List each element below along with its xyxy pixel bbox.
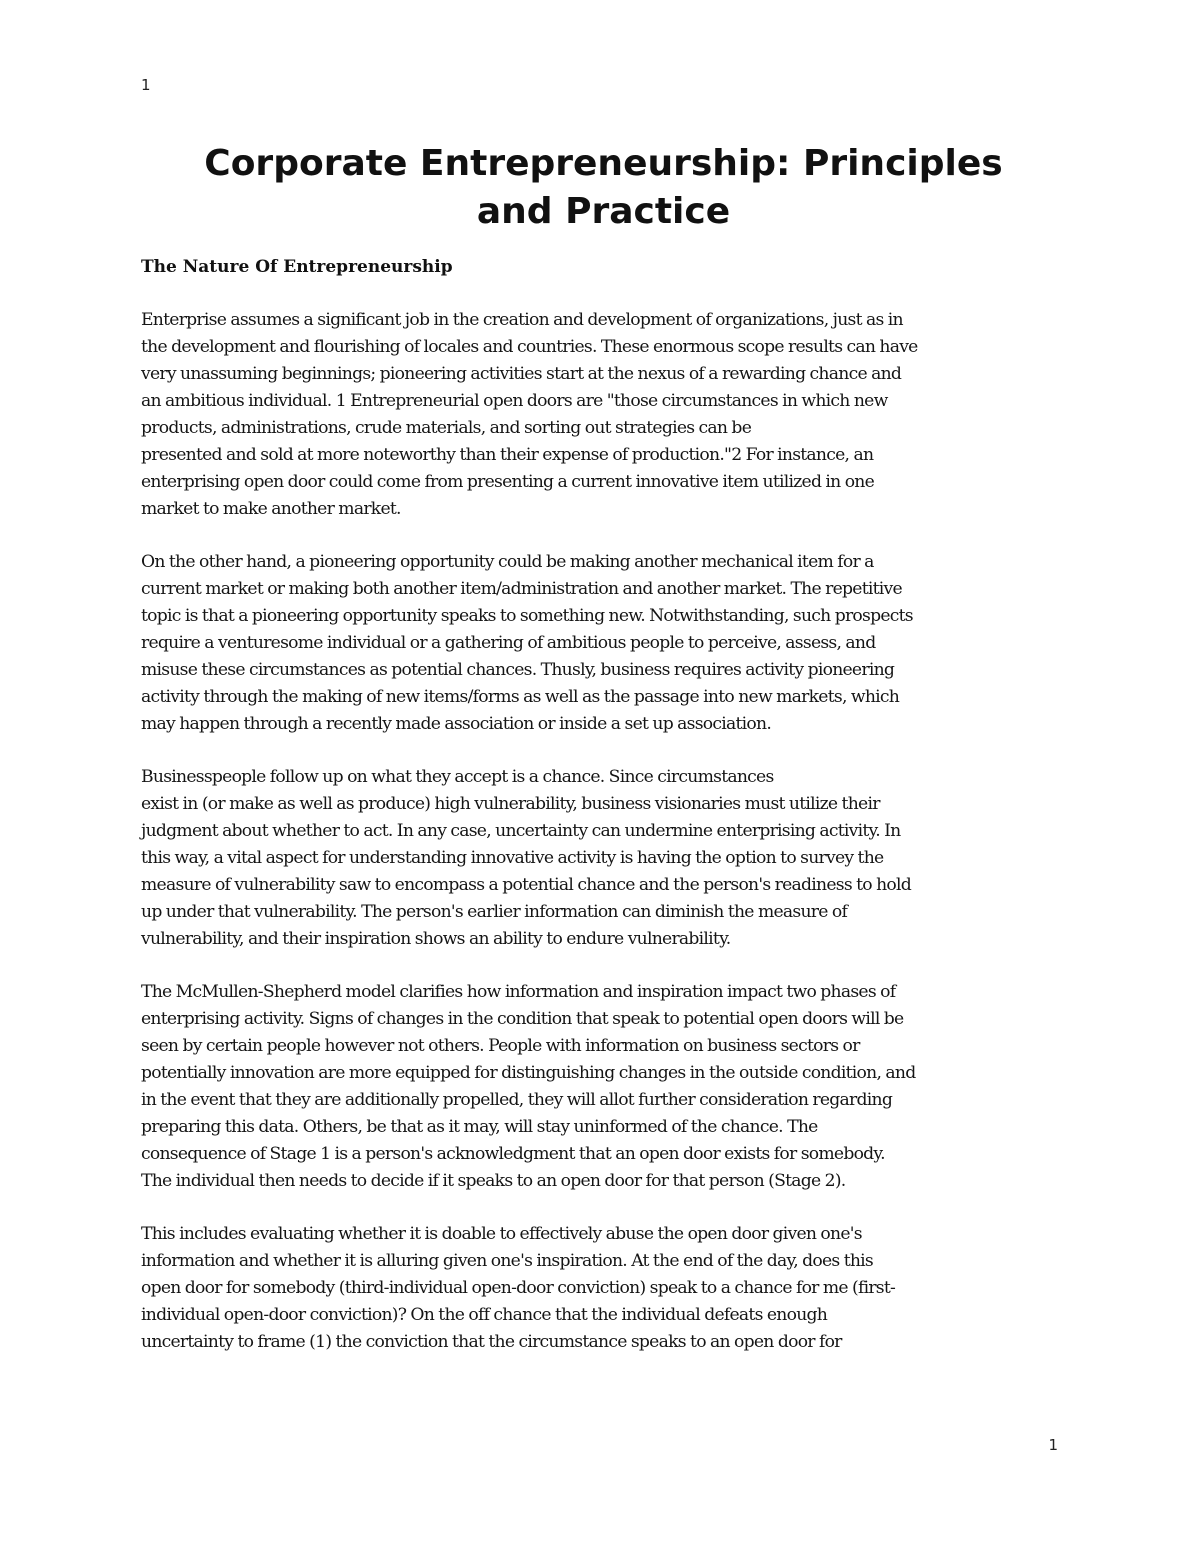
text-line: misuse these circumstances as potential chances. Thusly, business requires activity pioneering [141,660,895,680]
text-line: open door for somebody (third-individual open-door conviction) speak to a chance for me (first- [141,1278,896,1298]
text-line: activity through the making of new items/forms as well as the passage into new markets, which [141,687,900,707]
text-line: judgment about whether to act. In any case, uncertainty can undermine enterprising activity. In [141,821,901,841]
text-line: this way, a vital aspect for understanding innovative activity is having the option to survey the [141,848,884,868]
text-line: very unassuming beginnings; pioneering activities start at the nexus of a rewarding chance and [141,364,902,384]
text-line: presented and sold at more noteworthy than their expense of production."2 For instance, an [141,445,874,465]
text-line: consequence of Stage 1 is a person's acknowledgment that an open door exists for somebody. [141,1144,885,1164]
text-line: the development and flourishing of locales and countries. These enormous scope results can have [141,337,918,357]
text-line: an ambitious individual. 1 Entrepreneurial open doors are "those circumstances in which new [141,391,888,411]
text-line: information and whether it is alluring given one's inspiration. At the end of the day, does this [141,1251,873,1271]
title-line: and Practice [476,191,731,232]
text-line: market to make another market. [141,499,401,519]
text-line: The individual then needs to decide if it speaks to an open door for that person (Stage 2). [141,1171,846,1191]
paragraph [141,979,1066,1195]
paragraph [141,549,1066,738]
text-line: seen by certain people however not others. People with information on business sectors or [141,1036,860,1056]
text-line: may happen through a recently made association or inside a set up association. [141,714,772,734]
text-line: topic is that a pioneering opportunity speaks to something new. Notwithstanding, such prospects [141,606,913,626]
text-line: individual open-door conviction)? On the off chance that the individual defeats enough [141,1305,828,1325]
section-heading: The Nature Of Entrepreneurship [141,257,453,277]
text-line: in the event that they are additionally propelled, they will allot further consideration regarding [141,1090,893,1110]
text-line: uncertainty to frame (1) the conviction that the circumstance speaks to an open door for [141,1332,842,1352]
page-number-top: 1 [141,76,151,94]
text-line: up under that vulnerability. The person's earlier information can diminish the measure of [141,902,848,922]
paragraph [141,1221,1066,1356]
text-line: vulnerability, and their inspiration shows an ability to endure vulnerability. [141,929,731,949]
text-line: measure of vulnerability saw to encompass a potential chance and the person's readiness to hold [141,875,911,895]
text-line: products, administrations, crude materials, and sorting out strategies can be [141,418,752,438]
text-line: potentially innovation are more equipped for distinguishing changes in the outside condition, and [141,1063,916,1083]
paragraph [141,307,1066,523]
page-number-bottom: 1 [1048,1436,1058,1454]
text-line: Businesspeople follow up on what they accept is a chance. Since circumstances [141,767,774,787]
text-line: The McMullen-Shepherd model clarifies how information and inspiration impact two phases of [141,982,896,1002]
text-line: This includes evaluating whether it is doable to effectively abuse the open door given one's [141,1224,862,1244]
text-line: preparing this data. Others, be that as it may, will stay uninformed of the chance. The [141,1117,818,1137]
text-line: Enterprise assumes a significant job in the creation and development of organizations, just as in [141,310,903,330]
text-line: require a venturesome individual or a gathering of ambitious people to perceive, assess, and [141,633,876,653]
title-line: Corporate Entrepreneurship: Principles [204,143,1003,184]
text-line: On the other hand, a pioneering opportunity could be making another mechanical item for a [141,552,874,572]
text-line: current market or making both another item/administration and another market. The repetitive [141,579,902,599]
document-title [141,140,1066,236]
text-line: enterprising open door could come from presenting a current innovative item utilized in one [141,472,875,492]
text-line: exist in (or make as well as produce) high vulnerability, business visionaries must utilize their [141,794,880,814]
paragraph [141,764,1066,953]
text-line: enterprising activity. Signs of changes in the condition that speak to potential open doors will be [141,1009,904,1029]
document-body [141,140,1066,1356]
